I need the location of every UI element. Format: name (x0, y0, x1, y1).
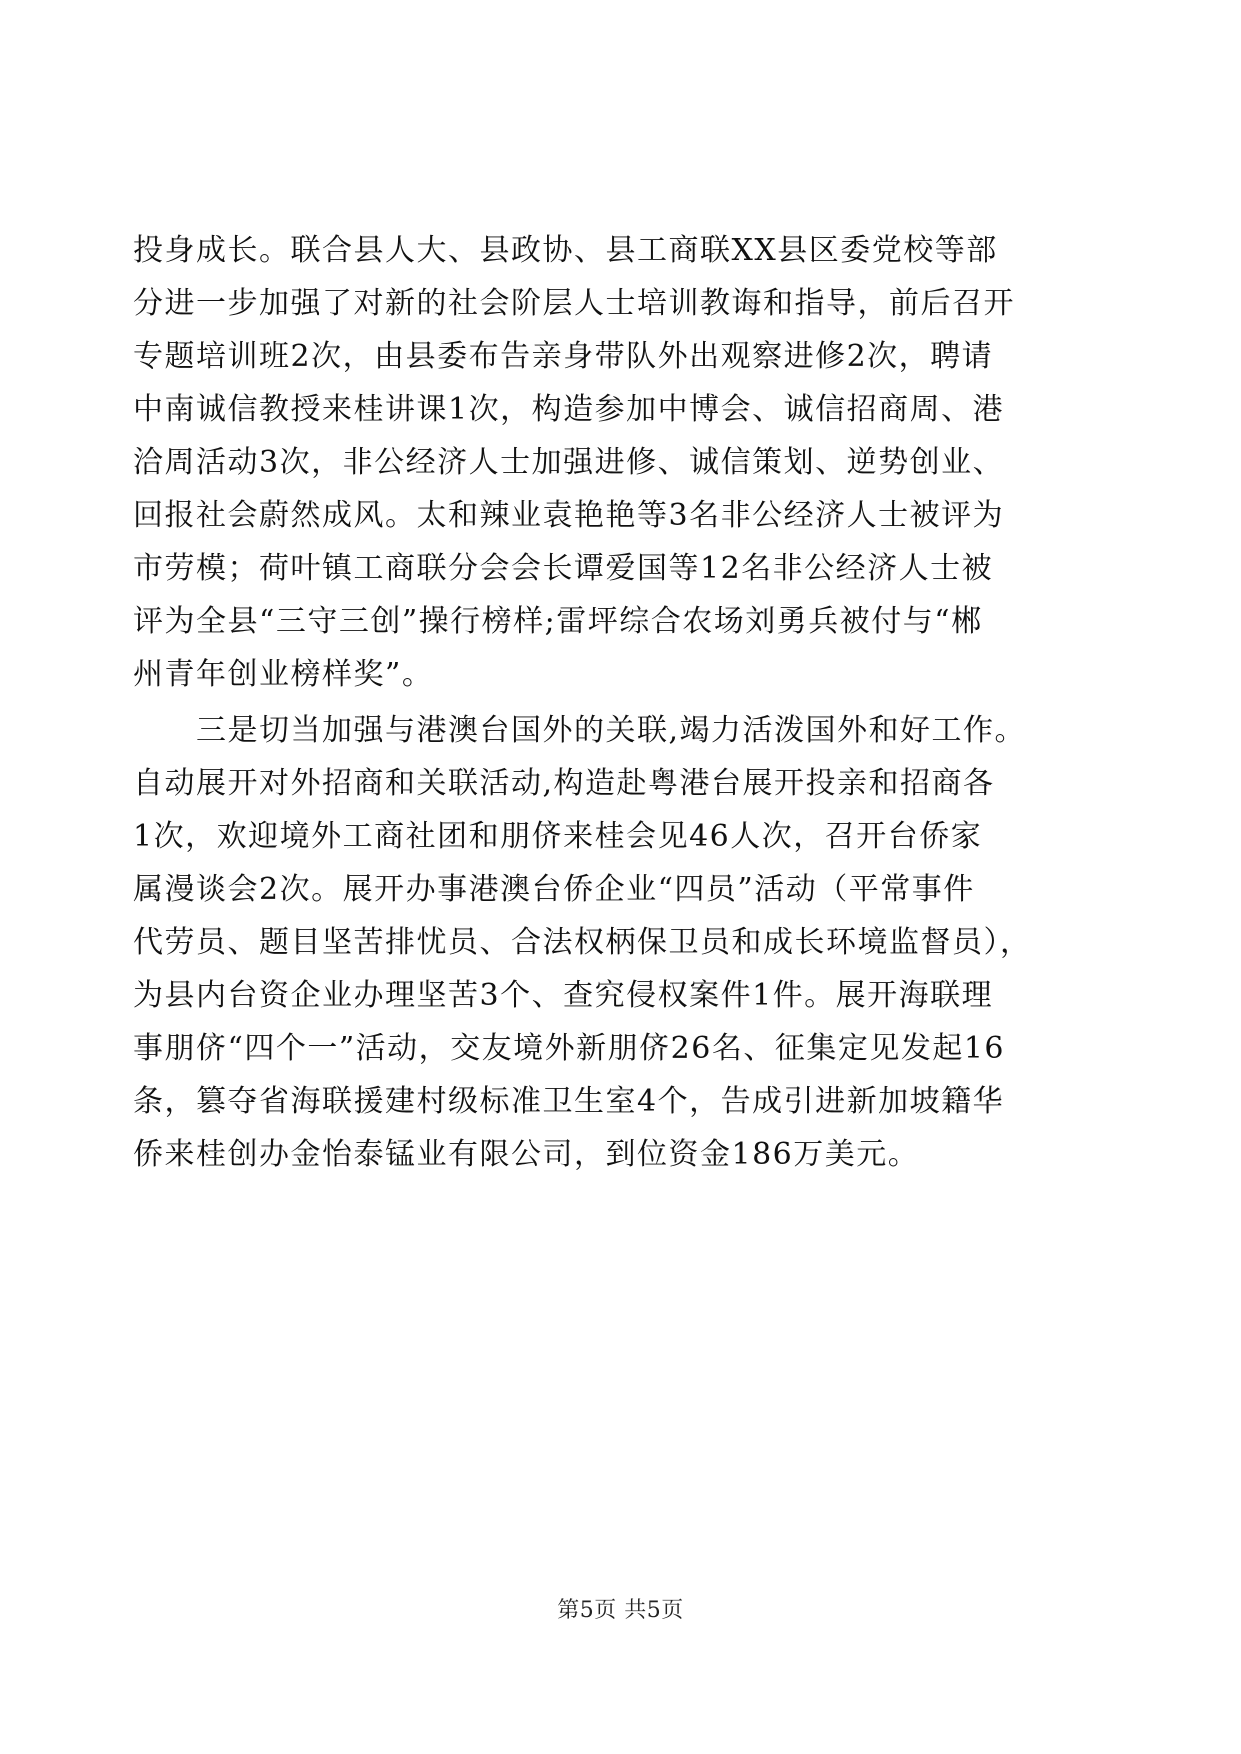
document-body (133, 224, 1111, 1181)
text-line: 自动展开对外招商和关联活动,构造赴粤港台展开投亲和招商各 (133, 766, 995, 801)
text-line: 投身成长。联合县人大、县政协、县工商联XX县区委党校等部 (133, 233, 998, 268)
text-line: 1次，欢迎境外工商社团和朋侪来桂会见46人次，召开台侨家 (133, 819, 983, 854)
text-line: 洽周活动3次，非公经济人士加强进修、诚信策划、逆势创业、 (133, 445, 1005, 480)
text-line: 州青年创业榜样奖”。 (133, 657, 434, 692)
text-line: 代劳员、题目坚苦排忧员、合法权柄保卫员和成长环境监督员）， (133, 925, 1032, 960)
text-line: 属漫谈会2次。展开办事港澳台侨企业“四员”活动（平常事件 (133, 872, 975, 907)
text-line: 侨来桂创办金怡泰锰业有限公司，到位资金186万美元。 (133, 1137, 920, 1172)
paragraph-2 (133, 704, 1111, 1181)
text-line: 条，篡夺省海联援建村级标准卫生室4个，告成引进新加坡籍华 (133, 1084, 1005, 1119)
text-line: 专题培训班2次，由县委布告亲身带队外出观察进修2次，聘请 (133, 339, 994, 374)
text-line: 市劳模；荷叶镇工商联分会会长谭爱国等12名非公经济人士被 (133, 551, 994, 586)
text-line: 三是切当加强与港澳台国外的关联,竭力活泼国外和好工作。 (133, 713, 1027, 748)
text-line: 分进一步加强了对新的社会阶层人士培训教诲和指导，前后召开 (133, 286, 1015, 321)
text-line: 为县内台资企业办理坚苦3个、查究侵权案件1件。展开海联理 (133, 978, 994, 1013)
text-line: 回报社会蔚然成风。太和辣业袁艳艳等3名非公经济人士被评为 (133, 498, 1005, 533)
paragraph-1 (133, 224, 1111, 701)
text-line: 中南诚信教授来桂讲课1次，构造参加中博会、诚信招商周、港 (133, 392, 1005, 427)
page-number-footer: 第5页 共5页 (557, 1598, 684, 1623)
text-line: 评为全县“三守三创”操行榜样;雷坪综合农场刘勇兵被付与“郴 (133, 604, 983, 639)
text-line: 事朋侪“四个一”活动，交友境外新朋侪26名、征集定见发起16 (133, 1031, 1006, 1066)
